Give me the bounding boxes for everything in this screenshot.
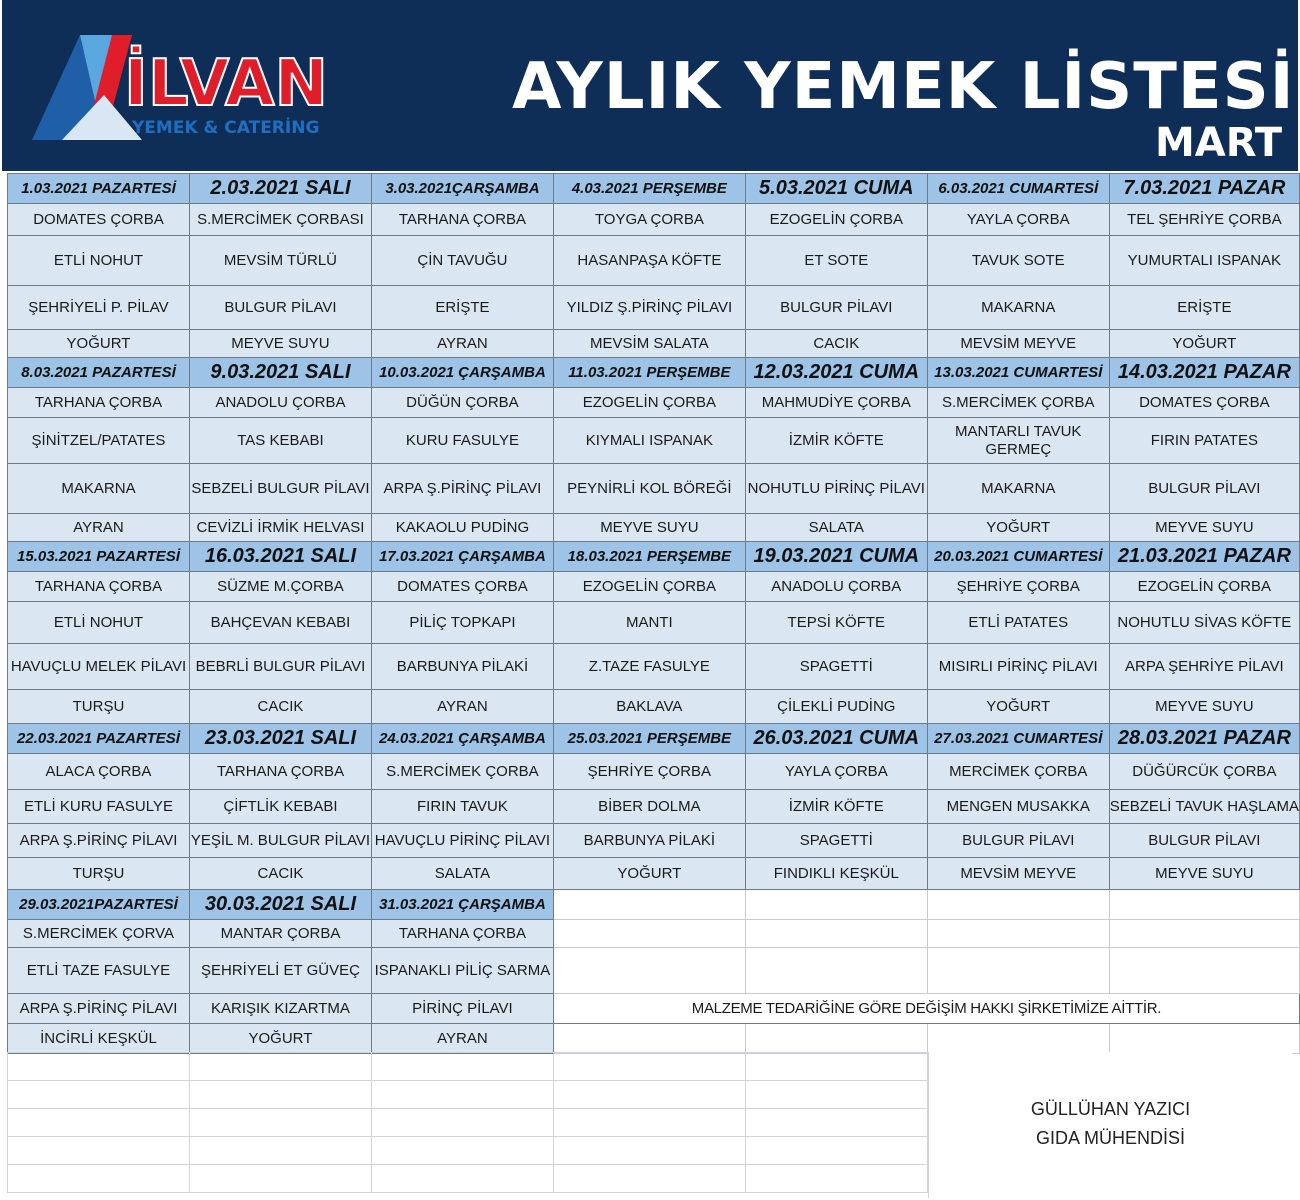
meal-cell: YAYLA ÇORBA (745, 754, 927, 790)
day-header: 19.03.2021 CUMA (745, 542, 927, 572)
week-header-row (8, 890, 1300, 920)
day-header: 27.03.2021 CUMARTESİ (927, 724, 1109, 754)
supply-note: MALZEME TEDARİĞİNE GÖRE DEĞİŞİM HAKKI ŞİRKETİMİZE AİTTİR. (553, 994, 1299, 1024)
empty-cell (745, 920, 927, 948)
meal-cell: AYRAN (371, 330, 553, 358)
day-header: 6.03.2021 CUMARTESİ (927, 174, 1109, 204)
meal-cell: AYRAN (8, 514, 190, 542)
meal-cell: NOHUTLU PİRİNÇ PİLAVI (745, 464, 927, 514)
empty-row (8, 1165, 928, 1193)
meal-cell: ANADOLU ÇORBA (745, 572, 927, 602)
empty-cell (372, 1053, 554, 1081)
meal-row (8, 824, 1300, 858)
empty-row (8, 1137, 928, 1165)
meal-cell: MEVSİM TÜRLÜ (189, 236, 371, 286)
meal-cell: FINDIKLI KEŞKÜL (745, 858, 927, 890)
empty-cell (372, 1165, 554, 1193)
meal-cell: ETLİ NOHUT (8, 602, 190, 644)
meal-cell: MEYVE SUYU (1109, 514, 1299, 542)
meal-cell: BULGUR PİLAVI (745, 286, 927, 330)
meal-cell: DOMATES ÇORBA (1109, 388, 1299, 418)
day-header: 25.03.2021 PERŞEMBE (553, 724, 745, 754)
meal-cell: SPAGETTİ (745, 824, 927, 858)
meal-cell: DÜĞÜRCÜK ÇORBA (1109, 754, 1299, 790)
day-header: 2.03.2021 SALI (189, 174, 371, 204)
meal-cell: EZOGELİN ÇORBA (745, 204, 927, 236)
empty-cell (372, 1109, 554, 1137)
meal-cell: BULGUR PİLAVI (1109, 464, 1299, 514)
meal-cell: MEVSİM SALATA (553, 330, 745, 358)
empty-row (8, 1053, 928, 1081)
empty-cell (746, 1137, 928, 1165)
meal-cell: YEŞİL M. BULGUR PİLAVI (189, 824, 371, 858)
meal-cell: ARPA Ş.PİRİNÇ PİLAVI (371, 464, 553, 514)
day-header: 28.03.2021 PAZAR (1109, 724, 1299, 754)
empty-cell (190, 1109, 372, 1137)
empty-cell (554, 1109, 746, 1137)
logo-tagline: YEMEK & CATERİNG (132, 118, 320, 138)
meal-cell: ARPA Ş.PİRİNÇ PİLAVI (8, 824, 190, 858)
empty-cell (745, 948, 927, 994)
day-header: 18.03.2021 PERŞEMBE (553, 542, 745, 572)
day-header: 7.03.2021 PAZAR (1109, 174, 1299, 204)
meal-cell: NOHUTLU SİVAS KÖFTE (1109, 602, 1299, 644)
empty-cell (927, 920, 1109, 948)
meal-cell: HAVUÇLU PİRİNÇ PİLAVI (371, 824, 553, 858)
ilvan-logo (32, 35, 332, 145)
meal-cell: KAKAOLU PUDİNG (371, 514, 553, 542)
meal-cell: ŞEHRİYELİ P. PİLAV (8, 286, 190, 330)
meal-row (8, 920, 1300, 948)
empty-cell (554, 1053, 746, 1081)
meal-cell: ÇİLEKLİ PUDİNG (745, 690, 927, 724)
meal-cell: S.MERCİMEK ÇORBA (927, 388, 1109, 418)
day-header: 26.03.2021 CUMA (745, 724, 927, 754)
day-header: 1.03.2021 PAZARTESİ (8, 174, 190, 204)
week-header-row (8, 174, 1300, 204)
meal-cell: MAKARNA (8, 464, 190, 514)
page-title: AYLIK YEMEK LİSTESİ (512, 50, 1295, 124)
day-header: 12.03.2021 CUMA (745, 358, 927, 388)
week-header-row (8, 358, 1300, 388)
logo-wordmark: İLVAN (124, 47, 329, 121)
day-header: 22.03.2021 PAZARTESİ (8, 724, 190, 754)
meal-cell: CACIK (745, 330, 927, 358)
meal-cell: YOĞURT (927, 514, 1109, 542)
day-header: 4.03.2021 PERŞEMBE (553, 174, 745, 204)
meal-cell: S.MERCİMEK ÇORBA (371, 754, 553, 790)
meal-cell: ET SOTE (745, 236, 927, 286)
meal-cell: S.MERCİMEK ÇORVA (8, 920, 190, 948)
meal-cell: MERCİMEK ÇORBA (927, 754, 1109, 790)
meal-cell: SEBZELİ TAVUK HAŞLAMA (1109, 790, 1299, 824)
day-header: 24.03.2021 ÇARŞAMBA (371, 724, 553, 754)
meal-cell: TAS KEBABI (189, 418, 371, 464)
meal-cell: BAHÇEVAN KEBABI (189, 602, 371, 644)
meal-cell: BİBER DOLMA (553, 790, 745, 824)
empty-bottom-grid (7, 1052, 928, 1193)
empty-cell (8, 1053, 190, 1081)
meal-cell: DOMATES ÇORBA (8, 204, 190, 236)
day-header: 11.03.2021 PERŞEMBE (553, 358, 745, 388)
empty-cell (746, 1053, 928, 1081)
empty-cell (8, 1081, 190, 1109)
meal-cell: ERİŞTE (1109, 286, 1299, 330)
meal-cell: FIRIN TAVUK (371, 790, 553, 824)
meal-cell: TARHANA ÇORBA (8, 572, 190, 602)
day-header: 13.03.2021 CUMARTESİ (927, 358, 1109, 388)
meal-cell: SALATA (371, 858, 553, 890)
empty-cell (553, 1024, 745, 1054)
day-header: 17.03.2021 ÇARŞAMBA (371, 542, 553, 572)
day-header: 8.03.2021 PAZARTESİ (8, 358, 190, 388)
empty-cell (745, 890, 927, 920)
meal-cell: CEVİZLİ İRMİK HELVASI (189, 514, 371, 542)
empty-cell (1109, 920, 1299, 948)
empty-cell (190, 1165, 372, 1193)
empty-cell (190, 1053, 372, 1081)
empty-row (8, 1109, 928, 1137)
empty-cell (1109, 1024, 1299, 1054)
empty-cell (1109, 948, 1299, 994)
empty-cell (927, 1024, 1109, 1054)
meal-cell: BULGUR PİLAVI (1109, 824, 1299, 858)
meal-cell: MEYVE SUYU (553, 514, 745, 542)
meal-cell: BEBRLİ BULGUR PİLAVI (189, 644, 371, 690)
empty-cell (554, 1137, 746, 1165)
meal-cell: DOMATES ÇORBA (371, 572, 553, 602)
empty-cell (927, 890, 1109, 920)
meal-row (8, 690, 1300, 724)
meal-cell: ALACA ÇORBA (8, 754, 190, 790)
meal-cell: TEPSİ KÖFTE (745, 602, 927, 644)
meal-cell: BARBUNYA PİLAKİ (553, 824, 745, 858)
meal-cell: ERİŞTE (371, 286, 553, 330)
empty-cell (372, 1081, 554, 1109)
empty-cell (190, 1081, 372, 1109)
meal-cell: BAKLAVA (553, 690, 745, 724)
meal-cell: S.MERCİMEK ÇORBASI (189, 204, 371, 236)
meal-cell: ANADOLU ÇORBA (189, 388, 371, 418)
meal-cell: HASANPAŞA KÖFTE (553, 236, 745, 286)
meal-cell: İNCİRLİ KEŞKÜL (8, 1024, 190, 1054)
meal-row (8, 330, 1300, 358)
meal-cell: YOĞURT (927, 690, 1109, 724)
meal-cell: ARPA ŞEHRİYE PİLAVI (1109, 644, 1299, 690)
day-header: 30.03.2021 SALI (189, 890, 371, 920)
month-label: MART (1154, 120, 1282, 166)
meal-cell: YOĞURT (1109, 330, 1299, 358)
meal-cell: EZOGELİN ÇORBA (553, 388, 745, 418)
meal-cell: KARIŞIK KIZARTMA (189, 994, 371, 1024)
empty-cell (553, 920, 745, 948)
meal-cell: MEYVE SUYU (1109, 858, 1299, 890)
empty-cell (8, 1137, 190, 1165)
meal-row (8, 514, 1300, 542)
meal-row (8, 754, 1300, 790)
empty-cell (554, 1165, 746, 1193)
meal-cell: MEVSİM MEYVE (927, 858, 1109, 890)
meal-cell: AYRAN (371, 1024, 553, 1054)
meal-cell: İZMİR KÖFTE (745, 418, 927, 464)
meal-cell: TARHANA ÇORBA (371, 920, 553, 948)
empty-cell (372, 1137, 554, 1165)
meal-cell: EZOGELİN ÇORBA (553, 572, 745, 602)
empty-cell (553, 890, 745, 920)
empty-cell (8, 1109, 190, 1137)
meal-cell: YUMURTALI ISPANAK (1109, 236, 1299, 286)
meal-cell: İZMİR KÖFTE (745, 790, 927, 824)
day-header: 21.03.2021 PAZAR (1109, 542, 1299, 572)
day-header: 10.03.2021 ÇARŞAMBA (371, 358, 553, 388)
meal-cell: PİRİNÇ PİLAVI (371, 994, 553, 1024)
meal-row (8, 464, 1300, 514)
meal-row (8, 204, 1300, 236)
meal-cell: MEYVE SUYU (1109, 690, 1299, 724)
day-header: 5.03.2021 CUMA (745, 174, 927, 204)
empty-row (8, 1081, 928, 1109)
signature-name: GÜLLÜHAN YAZICI (1030, 1099, 1191, 1119)
meal-cell: ISPANAKLI PİLİÇ SARMA (371, 948, 553, 994)
meal-cell: ÇİFTLİK KEBABI (189, 790, 371, 824)
meal-cell: KIYMALI ISPANAK (553, 418, 745, 464)
day-header: 29.03.2021PAZARTESİ (8, 890, 190, 920)
meal-cell: BARBUNYA PİLAKİ (371, 644, 553, 690)
meal-cell: KURU FASULYE (371, 418, 553, 464)
day-header: 20.03.2021 CUMARTESİ (927, 542, 1109, 572)
meal-cell: TAVUK SOTE (927, 236, 1109, 286)
empty-cell (1109, 890, 1299, 920)
week-header-row (8, 542, 1300, 572)
day-header: 3.03.2021ÇARŞAMBA (371, 174, 553, 204)
meal-cell: TOYGA ÇORBA (553, 204, 745, 236)
meal-cell: PİLİÇ TOPKAPI (371, 602, 553, 644)
meal-cell: SPAGETTİ (745, 644, 927, 690)
meal-cell: ŞEHRİYELİ ET GÜVEÇ (189, 948, 371, 994)
meal-cell: MAHMUDİYE ÇORBA (745, 388, 927, 418)
meal-cell: Z.TAZE FASULYE (553, 644, 745, 690)
meal-row (8, 236, 1300, 286)
empty-cell (190, 1137, 372, 1165)
meal-row (8, 644, 1300, 690)
meal-cell: CACIK (189, 690, 371, 724)
meal-cell: PEYNİRLİ KOL BÖREĞİ (553, 464, 745, 514)
meal-cell: TEL ŞEHRİYE ÇORBA (1109, 204, 1299, 236)
meal-row (8, 286, 1300, 330)
meal-cell: SEBZELİ BULGUR PİLAVI (189, 464, 371, 514)
meal-cell: FIRIN PATATES (1109, 418, 1299, 464)
meal-row (8, 572, 1300, 602)
meal-cell: BULGUR PİLAVI (927, 824, 1109, 858)
meal-row (8, 994, 1300, 1024)
meal-cell: YOĞURT (189, 1024, 371, 1054)
meal-cell: ŞEHRİYE ÇORBA (927, 572, 1109, 602)
meal-row (8, 948, 1300, 994)
meal-cell: TURŞU (8, 690, 190, 724)
page-header (2, 0, 1298, 171)
meal-cell: ETLİ KURU FASULYE (8, 790, 190, 824)
meal-cell: TARHANA ÇORBA (189, 754, 371, 790)
menu-grid (7, 173, 1300, 1054)
signature-role: GIDA MÜHENDİSİ (1035, 1128, 1186, 1148)
meal-cell: MAKARNA (927, 286, 1109, 330)
meal-cell: ŞİNİTZEL/PATATES (8, 418, 190, 464)
meal-cell: YILDIZ Ş.PİRİNÇ PİLAVI (553, 286, 745, 330)
meal-cell: AYRAN (371, 690, 553, 724)
empty-cell (554, 1081, 746, 1109)
meal-cell: SALATA (745, 514, 927, 542)
meal-cell: YAYLA ÇORBA (927, 204, 1109, 236)
meal-cell: MEYVE SUYU (189, 330, 371, 358)
meal-cell: TURŞU (8, 858, 190, 890)
meal-cell: EZOGELİN ÇORBA (1109, 572, 1299, 602)
meal-cell: ARPA Ş.PİRİNÇ PİLAVI (8, 994, 190, 1024)
meal-row (8, 602, 1300, 644)
meal-cell: DÜĞÜN ÇORBA (371, 388, 553, 418)
meal-row (8, 388, 1300, 418)
day-header: 23.03.2021 SALI (189, 724, 371, 754)
meal-cell: YOĞURT (8, 330, 190, 358)
meal-cell: BULGUR PİLAVI (189, 286, 371, 330)
day-header: 31.03.2021 ÇARŞAMBA (371, 890, 553, 920)
meal-cell: ÇİN TAVUĞU (371, 236, 553, 286)
day-header: 15.03.2021 PAZARTESİ (8, 542, 190, 572)
empty-cell (746, 1165, 928, 1193)
meal-cell: ETLİ TAZE FASULYE (8, 948, 190, 994)
day-header: 9.03.2021 SALI (189, 358, 371, 388)
meal-row (8, 790, 1300, 824)
meal-cell: CACIK (189, 858, 371, 890)
meal-cell: MANTI (553, 602, 745, 644)
day-header: 16.03.2021 SALI (189, 542, 371, 572)
meal-cell: MISIRLI PİRİNÇ PİLAVI (927, 644, 1109, 690)
week-header-row (8, 724, 1300, 754)
meal-cell: YOĞURT (553, 858, 745, 890)
meal-row (8, 418, 1300, 464)
meal-cell: ŞEHRİYE ÇORBA (553, 754, 745, 790)
empty-cell (745, 1024, 927, 1054)
empty-cell (927, 948, 1109, 994)
meal-cell: MEVSİM MEYVE (927, 330, 1109, 358)
empty-cell (746, 1081, 928, 1109)
meal-cell: MANTAR ÇORBA (189, 920, 371, 948)
empty-cell (746, 1109, 928, 1137)
meal-cell: HAVUÇLU MELEK PİLAVI (8, 644, 190, 690)
meal-row (8, 858, 1300, 890)
meal-cell: TARHANA ÇORBA (8, 388, 190, 418)
meal-cell: SÜZME M.ÇORBA (189, 572, 371, 602)
meal-row (8, 1024, 1300, 1054)
day-header: 14.03.2021 PAZAR (1109, 358, 1299, 388)
meal-cell: MENGEN MUSAKKA (927, 790, 1109, 824)
meal-cell: ETLİ PATATES (927, 602, 1109, 644)
meal-cell: MAKARNA (927, 464, 1109, 514)
empty-cell (8, 1165, 190, 1193)
meal-cell: TARHANA ÇORBA (371, 204, 553, 236)
empty-cell (553, 948, 745, 994)
meal-cell: MANTARLI TAVUK GERMEÇ (927, 418, 1109, 464)
meal-cell: ETLİ NOHUT (8, 236, 190, 286)
signature-block (928, 1052, 1292, 1198)
